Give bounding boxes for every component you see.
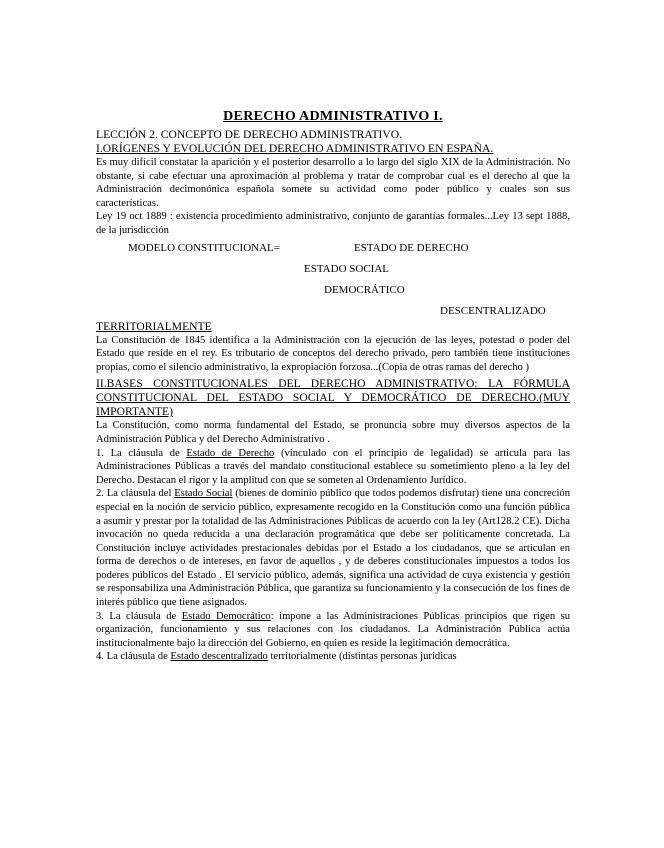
model-label: MODELO CONSTITUCIONAL=: [128, 241, 280, 254]
model-line-3: [96, 280, 570, 301]
section1-heading: I.ORÍGENES Y EVOLUCIÓN DEL DERECHO ADMINISTRATIVO EN ESPAÑA.: [96, 142, 494, 155]
term-decentralized-state: Estado descentralizado: [170, 651, 268, 663]
item-social-state: 2. La cláusula del Estado Social (bienes de dominio público que todos podemos disfrutar) tiene una concreción especial en la noción de servicio público, expresamente recogido en la Constitución como una función pública a asumir y prestar por la totalidad de las Administraciones Públicas de acuerdo con la ley (Art128.2 CE). Dicha invocación no queda reducida a una declaración programática que debe ser políticamente concretada. La Constitución incluye actividades prestacionales debidas por el Estado a los ciudadanos, que se articulan en forma de derechos o de intereses, en favor de aquellos , y de deberes constitucionales impuestos a todos los poderes públicos del Estado . El servicio público, además, significa una actividad de cuya existencia y gestión se responsabiliza una Administración Pública, que garantiza su funcionamiento y la consecución de los fines de interés público que tiene asignados.: [96, 488, 570, 609]
lesson-heading: LECCIÓN 2. CONCEPTO DE DERECHO ADMINISTRATIVO.: [96, 128, 403, 141]
model-social: ESTADO SOCIAL: [304, 262, 389, 275]
model-line-4: [96, 301, 570, 322]
model-rechtsstaat: ESTADO DE DERECHO: [354, 241, 469, 254]
item-rule-of-law: 1. La cláusula de Estado de Derecho (vinculado con el principio de legalidad) se articula para las Administraciones Públicas a través del mandato constitucional establece su sometimiento pleno a la ley del Derecho. Destacan el rigor y la amplitud con que se someten al Ordenamiento Jurídico.: [96, 447, 570, 486]
model-democratic: DEMOCRÁTICO: [324, 283, 405, 296]
paragraph-constitution-1845: La Constitución de 1845 identifica a la Administración con la ejecución de las leyes, potestad o poder del Estado que reside en el rey. Es tributario de conceptos del derecho privado, pero también tiene instituciones propias, como el silencio administrativo, la expropiación forzosa...(Copia de otras ramas del derecho ): [96, 334, 570, 373]
document-title: DERECHO ADMINISTRATIVO I.: [223, 109, 443, 124]
paragraph-laws: Ley 19 oct 1889 : existencia procedimiento administrativo, conjunto de garantías formales...Ley 13 sept 1888, de la jurisdicción: [96, 211, 570, 236]
term-rule-of-law: Estado de Derecho: [186, 447, 275, 459]
model-territorial: TERRITORIALMENTE: [96, 319, 212, 333]
term-social-state: Estado Social: [174, 488, 233, 500]
paragraph-constitution-norm: La Constitución, como norma fundamental del Estado, se pronuncia sobre muy diversos aspectos de la Administración Pública y del Derecho Administrativo .: [96, 420, 570, 445]
paragraph-origins: Es muy difícil constatar la aparición y el posterior desarrollo a lo largo del siglo XIX de la Administración. No obstante, si cabe efectuar una aproximación al problema y tratar de comprobar cual es el derecho al que la Administración decimonónica española somete su actividad como poder público y cuales son sus características.: [96, 157, 570, 209]
model-decentralized: DESCENTRALIZADO: [440, 304, 546, 317]
item-democratic-state: 3. La cláusula de Estado Democrático: impone a las Administraciones Públicas principios que rigen su organización, funcionamiento y sus relaciones con los ciudadanos. La Administración Pública actúa institucionalmente bajo la dirección del Gobierno, en quien es reside la legitimación democrática.: [96, 610, 571, 649]
section2-heading: II.BASES CONSTITUCIONALES DEL DERECHO ADMINISTRATIVO: LA FÓRMULA CONSTITUCIONAL DEL ESTADO SOCIAL Y DEMOCRÁTICO DE DERECHO.(MUY IMPORTANTE): [96, 377, 570, 419]
model-line-2: [96, 259, 570, 280]
item-decentralized-state: 4. La cláusula de Estado descentralizado territorialmente (distintas personas jurídicas: [96, 651, 457, 663]
model-line-1: [96, 238, 570, 259]
term-democratic-state: Estado Democrático: [181, 610, 271, 622]
